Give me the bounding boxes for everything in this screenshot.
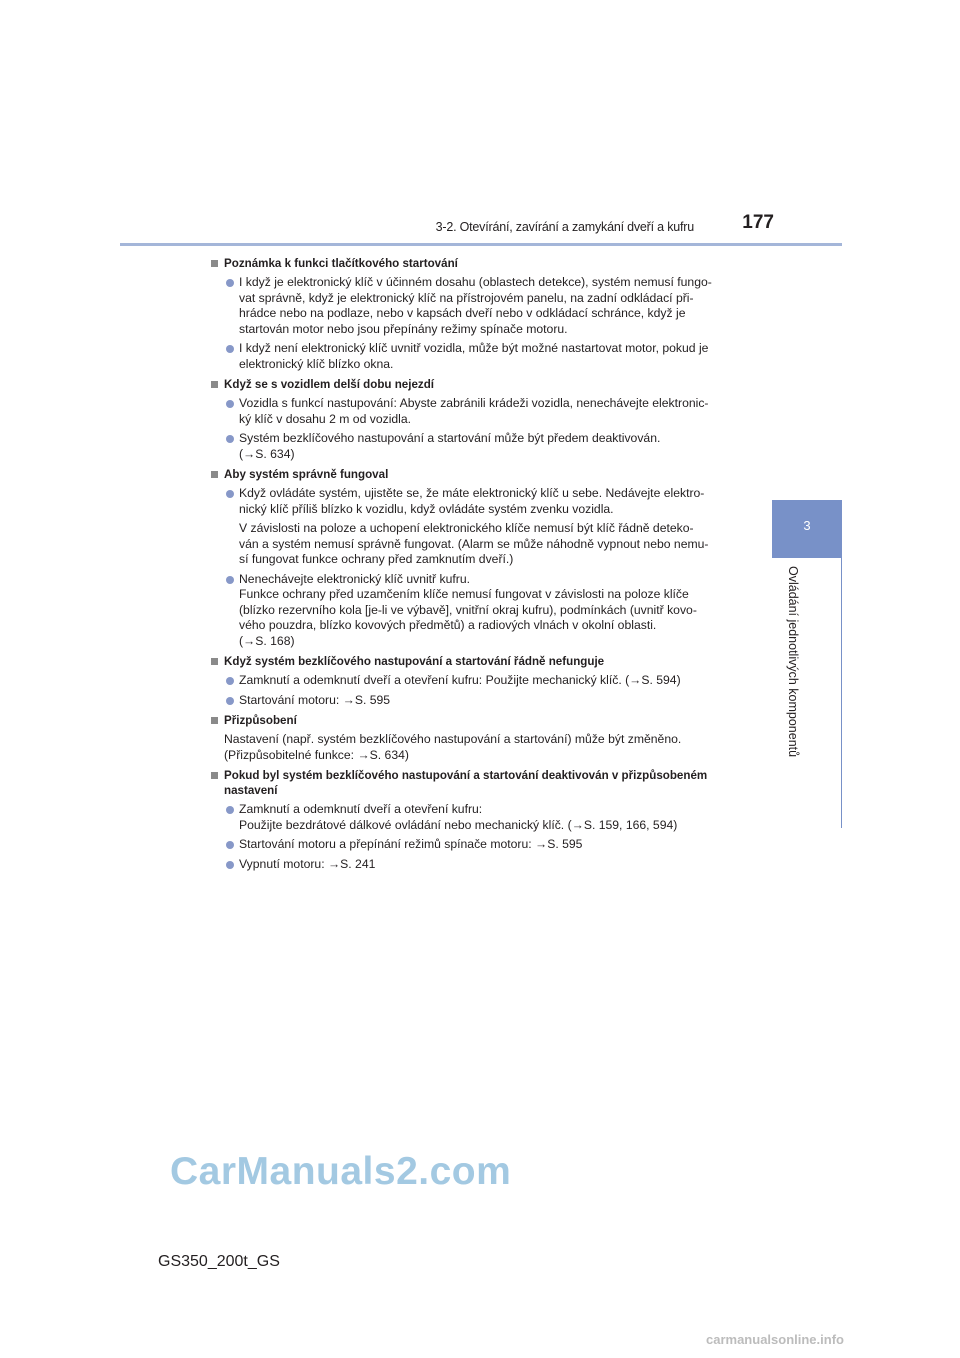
watermark-logo: CarManuals2.com: [170, 1150, 512, 1193]
section-heading-text: Pokud byl systém bezklíčového nastupování a startování deaktivován v přizpůsobeném nastavení: [224, 769, 708, 797]
bullet-item: [211, 486, 753, 568]
round-bullet-icon: [226, 576, 234, 584]
section-heading: [211, 713, 753, 728]
round-bullet-icon: [226, 806, 234, 814]
item-extra-line: ván a systém nemusí správně fungovat. (Alarm se může náhodně vypnout nebo nemu-: [239, 536, 709, 551]
header-title: 3-2. Otevírání, zavírání a zamykání dveří a kufru: [435, 220, 694, 234]
round-bullet-icon: [226, 279, 234, 287]
header-divider: [120, 243, 842, 246]
section-heading: [211, 467, 753, 482]
item-line: Systém bezklíčového nastupování a startování může být předem deaktivován.: [239, 431, 661, 445]
item-line: Zamknutí a odemknutí dveří a otevření kufru: Použijte mechanický klíč. (→S. 594): [239, 673, 681, 687]
note-section: [211, 377, 753, 462]
page-content: [211, 256, 753, 877]
section-body: [211, 732, 753, 763]
item-line: ký klíč v dosahu 2 m od vozidla.: [239, 411, 412, 426]
round-bullet-icon: [226, 345, 234, 353]
item-line: Zamknutí a odemknutí dveří a otevření kufru:: [239, 802, 483, 816]
item-line: Nenechávejte elektronický klíč uvnitř kufru.: [239, 571, 470, 586]
footer-model: GS350_200t_GS: [158, 1253, 280, 1270]
page-number: 177: [742, 212, 774, 233]
bullet-item: [211, 693, 753, 709]
round-bullet-icon: [226, 841, 234, 849]
item-line: Funkce ochrany před uzamčením klíče nemusí fungovat v závislosti na poloze klíče: [239, 587, 689, 601]
chapter-label: Ovládání jednotlivých komponentů: [786, 566, 800, 758]
section-heading: [211, 256, 753, 271]
item-line: vého pouzdra, blízko kovových předmětů) a radiových vlnách v okolní oblasti.: [239, 618, 657, 632]
item-line: Startování motoru: →S. 595: [239, 692, 391, 707]
section-heading-text: Aby systém správně fungoval: [224, 468, 389, 481]
section-heading: [211, 377, 753, 392]
item-line: vat správně, když je elektronický klíč na přístrojovém panelu, na zadní odkládací při-: [239, 290, 694, 305]
section-heading: [211, 654, 753, 669]
item-extra-paragraph: [239, 521, 753, 568]
bullet-item: [211, 857, 753, 873]
section-heading-text: Když systém bezklíčového nastupování a startování řádně nefunguje: [224, 655, 605, 668]
chapter-side-line: [841, 558, 842, 828]
item-line: Vozidla s funkcí nastupování: Abyste zabránili krádeži vozidla, nenechávejte elektronic-: [239, 396, 709, 410]
round-bullet-icon: [226, 435, 234, 443]
note-section: [211, 654, 753, 708]
note-section: [211, 467, 753, 649]
square-bullet-icon: [211, 381, 218, 388]
bullet-item: [211, 341, 753, 372]
item-line: Použijte bezdrátové dálkové ovládání nebo mechanický klíč. (→S. 159, 166, 594): [239, 817, 678, 832]
square-bullet-icon: [211, 260, 218, 267]
bullet-item: [211, 802, 753, 833]
square-bullet-icon: [211, 772, 218, 779]
item-line: (→S. 634): [239, 446, 295, 461]
bullet-item: [211, 275, 753, 337]
item-line: hrádce nebo na podlaze, nebo v kapsách dveří nebo v odkládací schránce, když je: [239, 306, 686, 320]
bullet-item: [211, 837, 753, 853]
round-bullet-icon: [226, 697, 234, 705]
round-bullet-icon: [226, 677, 234, 685]
square-bullet-icon: [211, 717, 218, 724]
section-heading-text: Přizpůsobení: [224, 714, 297, 727]
item-line: Když ovládáte systém, ujistěte se, že máte elektronický klíč u sebe. Nedávejte elektro-: [239, 486, 705, 500]
item-extra-line: sí fungovat funkce ochrany před zamknutím dveří.): [239, 552, 514, 566]
item-line: startován motor nebo jsou přepínány režimy spínače motoru.: [239, 321, 568, 336]
square-bullet-icon: [211, 471, 218, 478]
bullet-item: [211, 572, 753, 650]
item-extra-line: V závislosti na poloze a uchopení elektronického klíče nemusí být klíč řádně deteko-: [239, 521, 694, 535]
round-bullet-icon: [226, 861, 234, 869]
section-heading-text: Když se s vozidlem delší dobu nejezdí: [224, 378, 435, 391]
note-section: [211, 768, 753, 872]
square-bullet-icon: [211, 658, 218, 665]
item-line: I když není elektronický klíč uvnitř vozidla, může být možné nastartovat motor, pokud je: [239, 341, 709, 355]
item-line: (→S. 168): [239, 633, 295, 648]
item-line: Startování motoru a přepínání režimů spínače motoru: →S. 595: [239, 837, 583, 851]
body-line: Nastavení (např. systém bezklíčového nastupování a startování) může být změněno.: [224, 732, 682, 746]
item-line: I když je elektronický klíč v účinném dosahu (oblastech detekce), systém nemusí fungo-: [239, 275, 712, 289]
section-heading: [211, 768, 753, 798]
note-section: [211, 713, 753, 763]
bullet-item: [211, 396, 753, 427]
chapter-number: 3: [803, 518, 811, 533]
item-line: Vypnutí motoru: →S. 241: [239, 856, 376, 871]
item-line: elektronický klíč blízko okna.: [239, 356, 394, 371]
watermark-url: carmanualsonline.info: [706, 1332, 844, 1347]
round-bullet-icon: [226, 400, 234, 408]
item-line: (blízko rezervního kola [je-li ve výbavě], vnitřní okraj kufru), podmínkách (uvnitř kovo-: [239, 602, 697, 617]
item-line: nický klíč příliš blízko k vozidlu, když ovládáte systém zvenku vozidla.: [239, 501, 614, 516]
round-bullet-icon: [226, 490, 234, 498]
bullet-item: [211, 673, 753, 689]
body-line: (Přizpůsobitelné funkce: →S. 634): [224, 747, 409, 762]
bullet-item: [211, 431, 753, 462]
note-section: [211, 256, 753, 372]
section-heading-text: Poznámka k funkci tlačítkového startování: [224, 257, 458, 270]
